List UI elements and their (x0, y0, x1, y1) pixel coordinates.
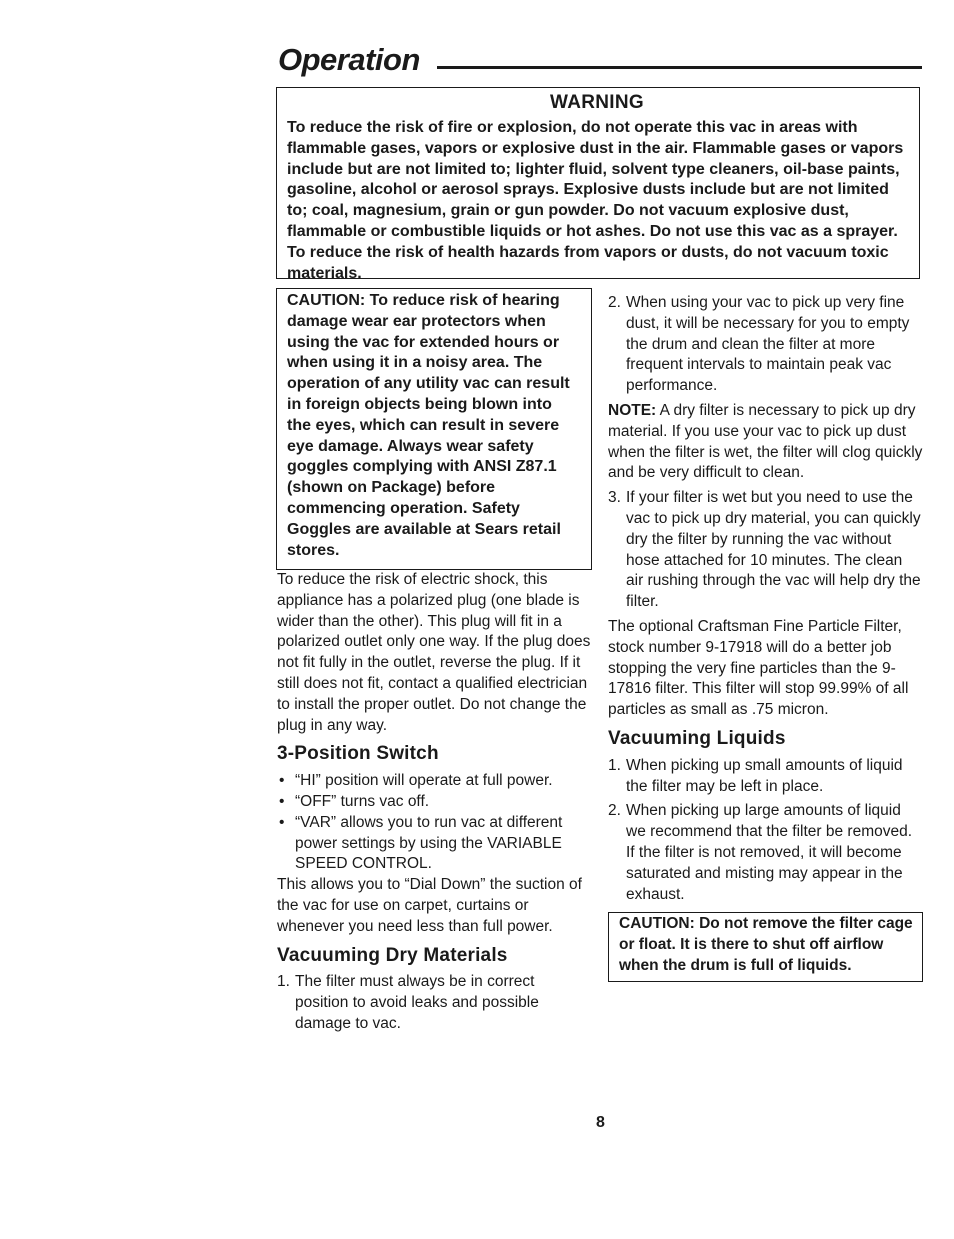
caution-filter-cage-box: CAUTION: Do not remove the filter cage or float. It is there to shut off airflow when the drum is full of liquids. (608, 912, 923, 981)
list-item (277, 972, 592, 1034)
bullet-icon: • (279, 813, 285, 831)
warning-box (276, 87, 920, 282)
shock-paragraph: To reduce the risk of electric shock, this appliance has a polarized plug (one blade is wider than the other). This plug will fit in a polarized outlet only one way. If the plug does not fit fully in the outlet, reverse the plug. If it still does not fit, contact a qualified electrician to install the proper outlet. Do not change the plug in any way. (277, 571, 591, 734)
liquids-list (608, 756, 923, 906)
bullet-text: “VAR” allows you to run vac at different power settings by using the VARIABLE SPEED CONTROL. (295, 813, 563, 873)
page-title: Operation (278, 42, 420, 77)
list-item (277, 813, 592, 875)
bullet-icon: • (279, 792, 285, 810)
item-text: When picking up large amounts of liquid we recommend that the filter be removed. If the filter is not removed, it will become saturated and misting may appear in the exhaust. (626, 802, 913, 903)
item-number: 1. (277, 973, 290, 991)
switch-paragraph: This allows you to “Dial Down” the suction of the vac for use on carpet, curtains or whenever you need less than full power. (277, 876, 582, 935)
note-text: A dry filter is necessary to pick up dry material. If you use your vac to pick up dust when the filter is wet, the filter will clog quickly and be very difficult to clean. (608, 401, 923, 482)
optional-filter-paragraph: The optional Craftsman Fine Particle Filter, stock number 9-17918 will do a better job stopping the very fine particles than the 9-17816 filter. This filter will stop 99.99% of all particles as small as .75 micron. (608, 617, 909, 719)
warning-heading: WARNING (550, 92, 644, 113)
note-paragraph (608, 401, 923, 484)
list-item (608, 756, 923, 798)
dry-list-continued (608, 293, 923, 397)
switch-list (277, 771, 592, 875)
item-text: When using your vac to pick up very fine dust, it will be necessary for you to empty the drum and clean the filter at more frequent intervals to maintain peak vac performance. (626, 294, 910, 395)
warning-text: To reduce the risk of fire or explosion, do not operate this vac in areas with flammable gases, vapors or explosive dust in the air. Flammable gases or vapors include but are not limited to; lighter fluid, solvent type cleaners, oil-base paints, gasoline, alcohol or aerosol sprays. Explosive dusts include but are not limited to; coal, magnesium, grain or gun powder. Do not vacuum explosive dust, flammable or combustible liquids or hot ashes. Do not use this vac as a sprayer. To reduce the risk of health hazards from vapors or dusts, do not vacuum toxic materials. (287, 119, 904, 282)
bullet-icon: • (279, 772, 285, 790)
list-item (277, 771, 592, 792)
left-column (277, 570, 592, 1035)
item-text: The filter must always be in correct position to avoid leaks and possible damage to vac. (295, 973, 539, 1032)
item-text: When picking up small amounts of liquid the filter may be left in place. (626, 756, 903, 795)
bullet-text: “HI” position will operate at full power. (295, 772, 553, 790)
item-number: 1. (608, 756, 621, 774)
item-number: 2. (608, 802, 621, 820)
title-rule (437, 66, 922, 69)
list-item (608, 488, 923, 613)
list-item (277, 792, 592, 813)
list-item (608, 801, 923, 905)
right-column (608, 293, 923, 982)
caution-hearing-box: CAUTION: To reduce risk of hearing damage wear ear protectors when using the vac for extended hours or when using it in a noisy area. The operation of any utility vac can result in foreign objects being blown into the eyes, which can result in severe eye damage. Always wear safety goggles complying with ANSI Z87.1 (shown on Package) before commencing operation. Safety Goggles are available at Sears retail stores. (276, 288, 592, 570)
dry-list-item3 (608, 488, 923, 613)
note-label: NOTE: (608, 401, 657, 419)
switch-heading: 3-Position Switch (277, 743, 439, 765)
item-number: 3. (608, 489, 621, 507)
item-number: 2. (608, 294, 621, 311)
liquids-heading: Vacuuming Liquids (608, 727, 786, 749)
dry-list (277, 972, 592, 1034)
page-number: 8 (596, 1114, 605, 1131)
item-text: If your filter is wet but you need to use the vac to pick up dry material, you can quickly dry the filter by running the vac without hose attached for 10 minutes. The clean air rushing through the vac will help dry the filter. (626, 489, 921, 611)
list-item (608, 293, 923, 397)
bullet-text: “OFF” turns vac off. (295, 792, 430, 810)
dry-heading: Vacuuming Dry Materials (277, 944, 508, 966)
